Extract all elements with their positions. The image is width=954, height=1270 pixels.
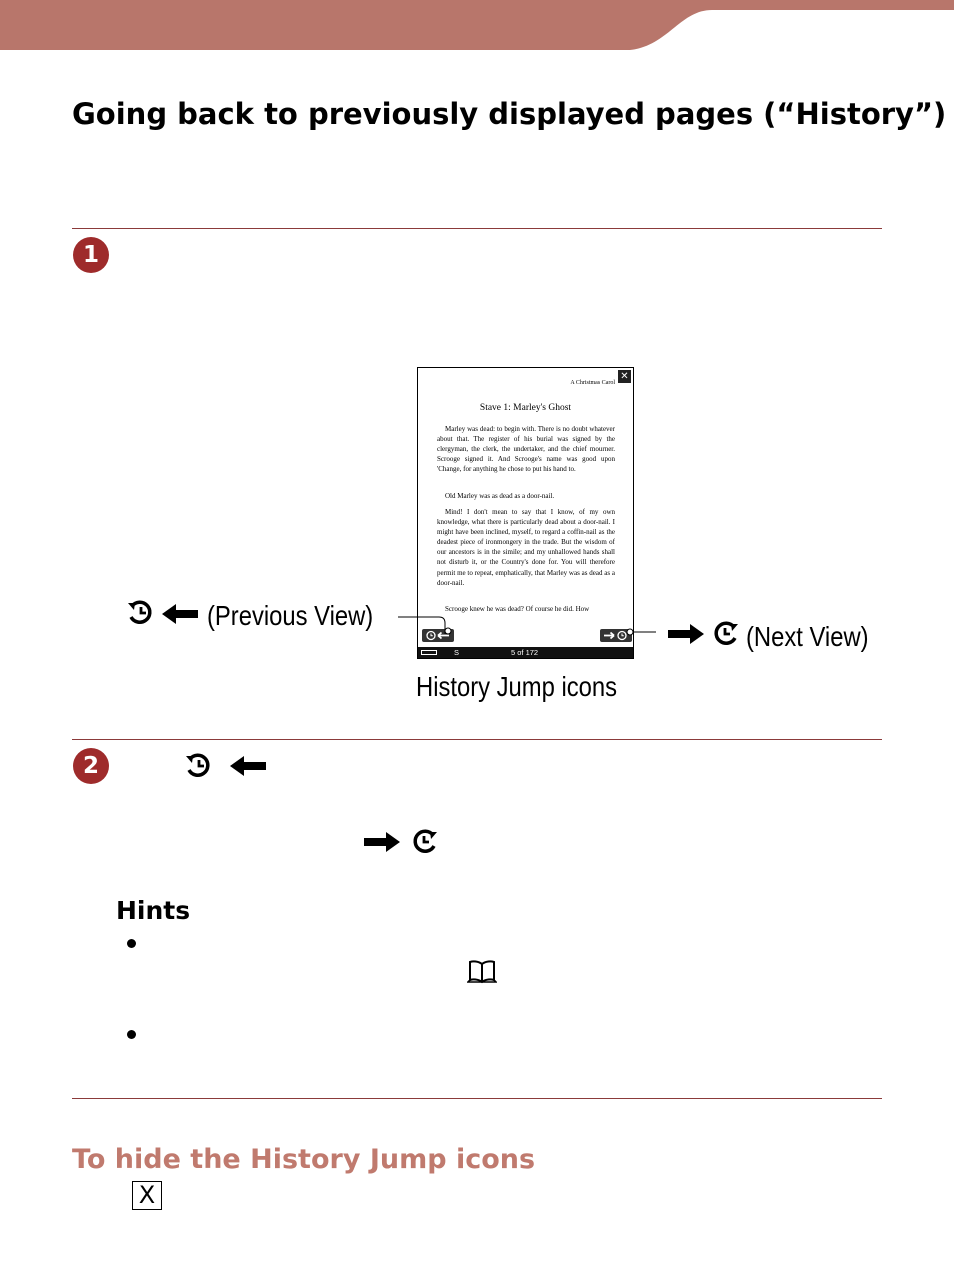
- hide-icons-heading: To hide the History Jump icons: [72, 1144, 536, 1175]
- divider: [72, 739, 882, 740]
- next-leader-line: [622, 626, 662, 638]
- left-arrow-icon: [228, 755, 268, 777]
- page-title: Going back to previously displayed pages (“History”): [72, 97, 947, 131]
- history-clock-icon: [409, 827, 439, 857]
- history-clock-icon: [126, 598, 156, 628]
- book-paragraph: Scrooge knew he was dead? Of course he did. How: [445, 605, 590, 613]
- divider: [72, 1098, 882, 1099]
- chapter-title: Stave 1: Marley's Ghost: [479, 403, 572, 413]
- book-paragraph: Mind! I don't mean to say that I know, of my own knowledge, what there is particularly dead about a door-nail. I might have been inclined, myself, to regard a coffin-nail as the deadest piece of ironmongery in the trade. But the wisdom of our ancestors is in the simile; and my unhallowed hands shall not disturb it, or the Country's done for. You will therefore permit me to repeat, emphatically, that Marley was as dead as a door-nail.: [437, 508, 615, 587]
- book-title: A Christmas Carol: [570, 380, 615, 386]
- previous-view-label: (Previous View): [207, 600, 374, 631]
- status-bar: [418, 647, 633, 658]
- left-arrow-icon: [160, 603, 200, 625]
- previous-leader-line: [395, 612, 457, 638]
- text-size-indicator: S: [454, 648, 460, 657]
- history-clock-icon: [184, 751, 214, 781]
- battery-icon: [421, 650, 437, 655]
- history-clock-icon: [710, 619, 740, 649]
- next-view-label: (Next View): [746, 621, 869, 652]
- book-icon: [467, 958, 497, 984]
- header-band: [0, 0, 954, 50]
- book-paragraph: Old Marley was as dead as a door-nail.: [445, 492, 555, 500]
- book-paragraph: Marley was dead: to begin with. There is no doubt whatever about that. The register of his burial was signed by the clergyman, the clerk, the undertaker, and the chief mourner. Scrooge signed it. And Scrooge's name was good upon 'Change, for anything he chose to put his hand to.: [437, 425, 615, 474]
- divider: [72, 228, 882, 229]
- page-indicator: 5 of 172: [511, 648, 539, 657]
- right-arrow-icon: [666, 623, 706, 645]
- right-arrow-icon: [362, 831, 402, 853]
- bullet: [127, 1030, 136, 1039]
- figure-caption: History Jump icons: [416, 671, 618, 702]
- close-icon[interactable]: ✕: [618, 370, 631, 383]
- bullet: [127, 939, 136, 948]
- close-icon: X: [132, 1181, 162, 1210]
- step-number-2: 2: [73, 748, 109, 784]
- step-number-1: 1: [73, 237, 109, 273]
- hints-heading: Hints: [116, 896, 191, 925]
